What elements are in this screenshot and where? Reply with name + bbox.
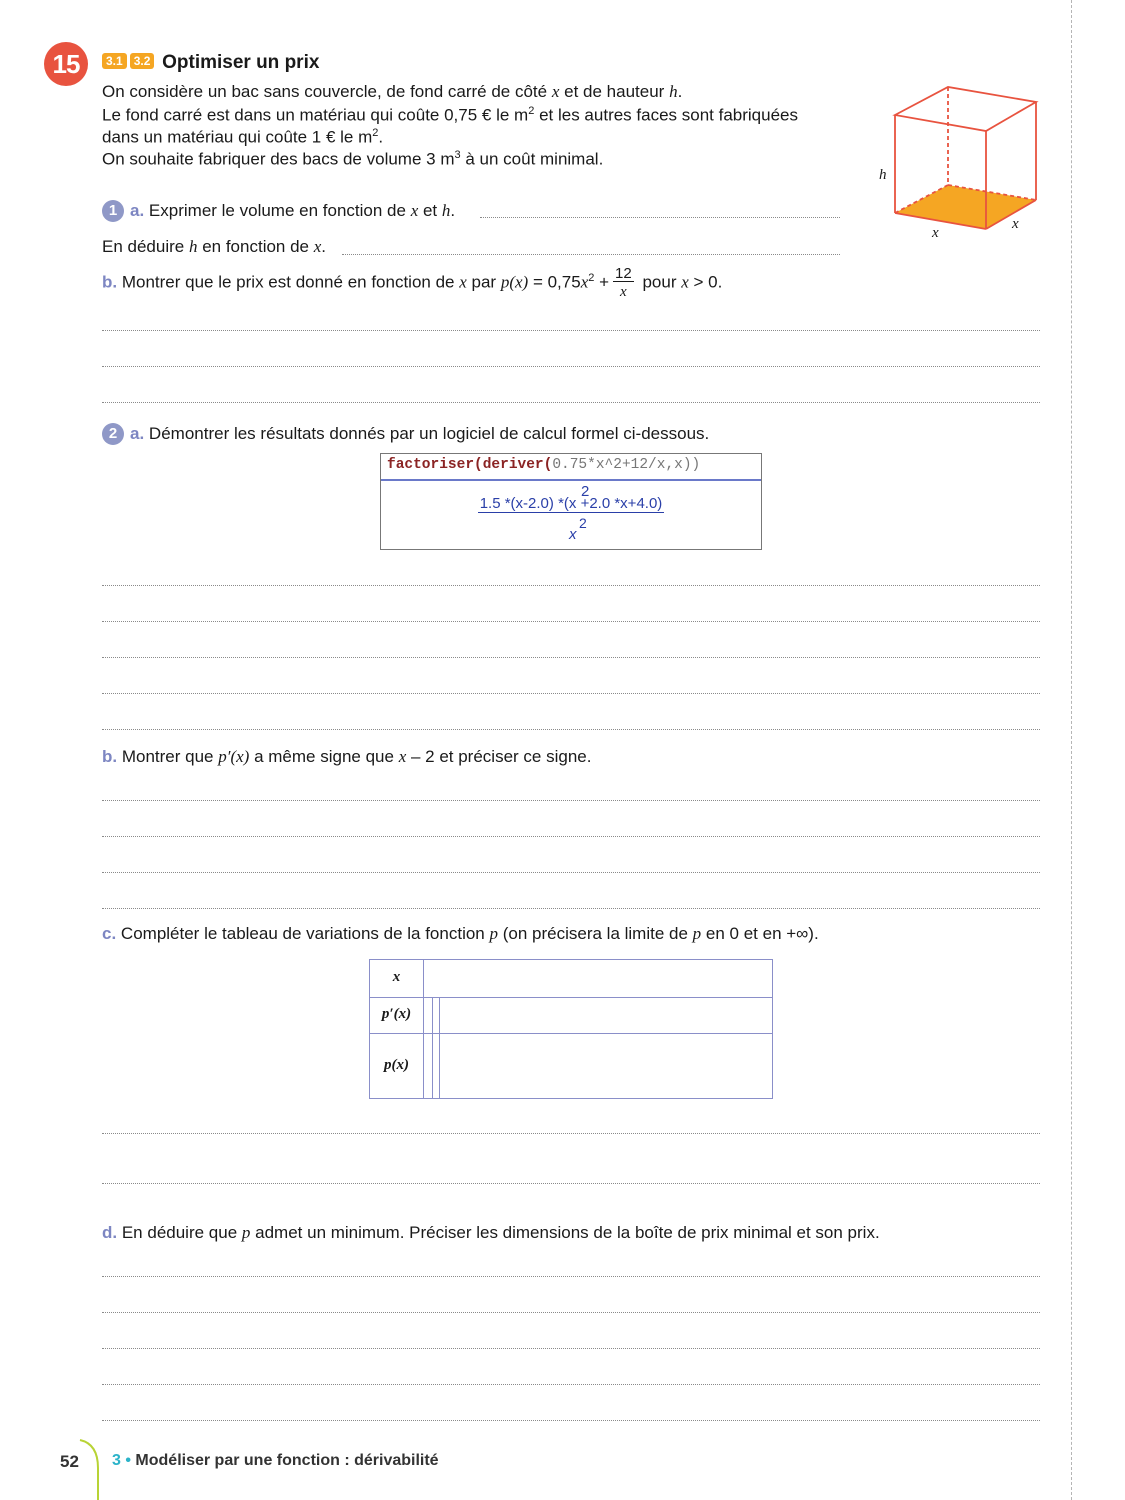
q1a-deduce-text: En déduire h en fonction de x. <box>102 237 327 256</box>
label-h: h <box>879 167 887 183</box>
exercise-title: Optimiser un prix <box>162 52 320 73</box>
answer-line[interactable] <box>342 254 840 255</box>
label-x-side: x <box>1012 216 1019 232</box>
answer-line[interactable] <box>102 657 1040 658</box>
variation-table[interactable] <box>369 959 773 1099</box>
answer-line[interactable] <box>102 330 1040 331</box>
fraction: $\frac{12}{x}$ <box>615 265 632 300</box>
answer-line[interactable] <box>102 1276 1040 1277</box>
answer-line[interactable] <box>102 1384 1040 1385</box>
answer-line[interactable] <box>102 402 1040 403</box>
intro-line-1: On considère un bac sans couvercle, de fond carré de côté x et de hauteur h. <box>102 82 683 101</box>
answer-line[interactable] <box>102 1133 1040 1134</box>
q2b-text: b. Montrer que p′(x) a même signe que x – 2 et préciser ce signe. <box>102 747 592 766</box>
label-x-front: x <box>932 225 939 241</box>
table-header-x: x <box>392 969 401 985</box>
table-header-pprime: p′(x) <box>381 1006 412 1022</box>
answer-line[interactable] <box>102 1348 1040 1349</box>
table-header-p: p(x) <box>384 1057 409 1073</box>
q1a-text: 1 a. Exprimer le volume en fonction de x et h. <box>102 200 455 222</box>
answer-line[interactable] <box>102 729 1040 730</box>
answer-line[interactable] <box>102 1183 1040 1184</box>
exercise-header <box>102 52 319 74</box>
skill-tag: 3.2 <box>130 53 155 69</box>
intro-line-4: On souhaite fabriquer des bacs de volume 3 $m^3$ à un coût minimal. <box>102 149 604 169</box>
q2a-text: 2 a. Démontrer les résultats donnés par un logiciel de calcul formel ci-dessous. <box>102 423 709 445</box>
q2c-text: c. Compléter le tableau de variations de la fonction p (on précisera la limite de p en 0 et en +∞). <box>102 924 819 943</box>
answer-line[interactable] <box>102 1312 1040 1313</box>
answer-line[interactable] <box>102 621 1040 622</box>
chapter-title: 3 • Modéliser par une fonction : dérivabilité <box>112 1452 439 1469</box>
q2d-text: d. En déduire que p admet un minimum. Préciser les dimensions de la boîte de prix minimal et son prix. <box>102 1223 880 1242</box>
answer-line[interactable] <box>102 908 1040 909</box>
cas-input: factoriser(deriver(0.75*x^2+12/x,x)) <box>381 454 761 481</box>
page-margin-line <box>1071 0 1072 1500</box>
intro-line-3: dans un matériau qui coûte 1 € le $m^2$. <box>102 127 384 147</box>
exercise-number-badge: 15 <box>44 42 88 86</box>
q1b-text: b. Montrer que le prix est donné en fonction de x par $p(x) = 0,75x^2$ + $\frac{12}{x}$ pour x > 0. <box>102 265 723 300</box>
cas-output-box <box>380 453 762 550</box>
answer-line[interactable] <box>102 1420 1040 1421</box>
question-number-badge: 2 <box>102 423 124 445</box>
answer-line[interactable] <box>102 585 1040 586</box>
answer-line[interactable] <box>102 693 1040 694</box>
answer-line[interactable] <box>102 836 1040 837</box>
intro-line-2: Le fond carré est dans un matériau qui coûte 0,75 € le $m^2$ et les autres faces sont fabriquées <box>102 105 799 125</box>
answer-line[interactable] <box>102 366 1040 367</box>
box-figure <box>870 75 1050 245</box>
footer-curve-decoration <box>78 1438 102 1500</box>
question-number-badge: 1 <box>102 200 124 222</box>
answer-line[interactable] <box>480 217 840 218</box>
answer-line[interactable] <box>102 800 1040 801</box>
answer-line[interactable] <box>102 872 1040 873</box>
cas-result: 2 1.5 *(x-2.0) *(x +2.0 *x+4.0) 2 x <box>479 483 663 543</box>
page-number: 52 <box>60 1452 79 1471</box>
skill-tag: 3.1 <box>102 53 127 69</box>
